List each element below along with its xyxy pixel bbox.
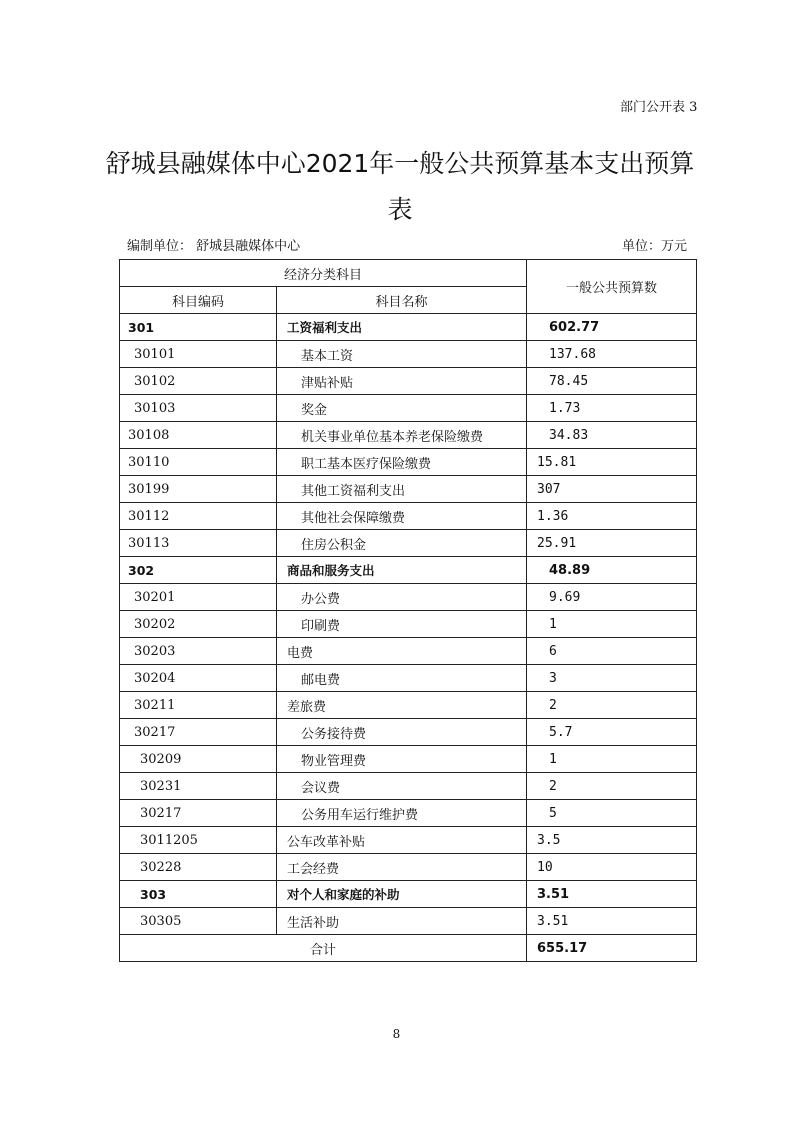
total-row: [120, 935, 697, 962]
table-row: [120, 422, 697, 449]
row-code: 303: [120, 881, 277, 908]
table-row: [120, 314, 697, 341]
page-label: 部门公开表 3: [620, 100, 698, 115]
table-row: [120, 368, 697, 395]
row-code: 30209: [120, 746, 277, 773]
row-name: 其他社会保障缴费: [277, 503, 527, 530]
row-name: 物业管理费: [277, 746, 527, 773]
page-number: 8: [392, 1027, 401, 1041]
table-row: [120, 476, 697, 503]
row-name: 办公费: [277, 584, 527, 611]
table-row: [120, 611, 697, 638]
table-row: [120, 719, 697, 746]
row-name: 商品和服务支出: [277, 557, 527, 584]
table-row: [120, 854, 697, 881]
row-amount: 1.36: [527, 503, 697, 530]
table-row: [120, 584, 697, 611]
total-amount: 655.17: [527, 935, 697, 962]
table-row: [120, 692, 697, 719]
table-row: [120, 449, 697, 476]
row-name: 会议费: [277, 773, 527, 800]
row-amount: 48.89: [527, 557, 697, 584]
row-name: 其他工资福利支出: [277, 476, 527, 503]
row-code: 30228: [120, 854, 277, 881]
group-header: 经济分类科目: [120, 260, 527, 287]
row-amount: 10: [527, 854, 697, 881]
row-name: 公车改革补贴: [277, 827, 527, 854]
row-code: 30305: [120, 908, 277, 935]
row-code: 30231: [120, 773, 277, 800]
row-name: 公务用车运行维护费: [277, 800, 527, 827]
name-header: 科目名称: [277, 287, 527, 314]
row-amount: 15.81: [527, 449, 697, 476]
row-code: 30108: [120, 422, 277, 449]
row-amount: 1: [527, 611, 697, 638]
table-row: [120, 908, 697, 935]
row-code: 302: [120, 557, 277, 584]
compiling-unit: 编制单位： 舒城县融媒体中心: [127, 239, 301, 254]
row-amount: 5.7: [527, 719, 697, 746]
row-code: 3011205: [120, 827, 277, 854]
table-row: [120, 881, 697, 908]
code-header: 科目编码: [120, 287, 277, 314]
row-name: 生活补助: [277, 908, 527, 935]
row-name: 印刷费: [277, 611, 527, 638]
row-amount: 137.68: [527, 341, 697, 368]
row-amount: 307: [527, 476, 697, 503]
page-title-continued: 表: [387, 195, 413, 224]
row-code: 30199: [120, 476, 277, 503]
row-code: 30113: [120, 530, 277, 557]
row-code: 30201: [120, 584, 277, 611]
table-row: [120, 530, 697, 557]
row-code: 30217: [120, 719, 277, 746]
table-row: [120, 827, 697, 854]
row-amount: 602.77: [527, 314, 697, 341]
row-amount: 1: [527, 746, 697, 773]
row-amount: 1.73: [527, 395, 697, 422]
row-name: 差旅费: [277, 692, 527, 719]
row-code: 30211: [120, 692, 277, 719]
table-row: [120, 557, 697, 584]
row-amount: 3.51: [527, 908, 697, 935]
total-label: 合计: [120, 935, 527, 962]
row-code: 30102: [120, 368, 277, 395]
row-amount: 3.5: [527, 827, 697, 854]
row-name: 奖金: [277, 395, 527, 422]
table-row: [120, 341, 697, 368]
table-row: [120, 773, 697, 800]
row-name: 职工基本医疗保险缴费: [277, 449, 527, 476]
row-amount: 9.69: [527, 584, 697, 611]
row-name: 公务接待费: [277, 719, 527, 746]
row-amount: 6: [527, 638, 697, 665]
page-title: 舒城县融媒体中心2021年一般公共预算基本支出预算: [105, 149, 695, 178]
row-name: 基本工资: [277, 341, 527, 368]
row-amount: 5: [527, 800, 697, 827]
row-amount: 2: [527, 773, 697, 800]
row-code: 30110: [120, 449, 277, 476]
row-name: 工会经费: [277, 854, 527, 881]
table-row: [120, 638, 697, 665]
row-amount: 3: [527, 665, 697, 692]
row-code: 30203: [120, 638, 277, 665]
row-code: 301: [120, 314, 277, 341]
row-code: 30202: [120, 611, 277, 638]
row-name: 邮电费: [277, 665, 527, 692]
row-amount: 34.83: [527, 422, 697, 449]
table-row: [120, 665, 697, 692]
row-code: 30217: [120, 800, 277, 827]
row-code: 30103: [120, 395, 277, 422]
row-name: 机关事业单位基本养老保险缴费: [277, 422, 527, 449]
budget-table: [119, 259, 697, 962]
row-code: 30112: [120, 503, 277, 530]
row-amount: 25.91: [527, 530, 697, 557]
table-row: [120, 800, 697, 827]
row-amount: 2: [527, 692, 697, 719]
money-unit: 单位：万元: [622, 239, 688, 254]
row-amount: 3.51: [527, 881, 697, 908]
table-row: [120, 746, 697, 773]
row-code: 30101: [120, 341, 277, 368]
amount-header: 一般公共预算数: [527, 260, 697, 314]
row-name: 对个人和家庭的补助: [277, 881, 527, 908]
table-row: [120, 395, 697, 422]
row-code: 30204: [120, 665, 277, 692]
table-row: [120, 503, 697, 530]
row-name: 住房公积金: [277, 530, 527, 557]
row-name: 工资福利支出: [277, 314, 527, 341]
row-name: 津贴补贴: [277, 368, 527, 395]
row-amount: 78.45: [527, 368, 697, 395]
row-name: 电费: [277, 638, 527, 665]
